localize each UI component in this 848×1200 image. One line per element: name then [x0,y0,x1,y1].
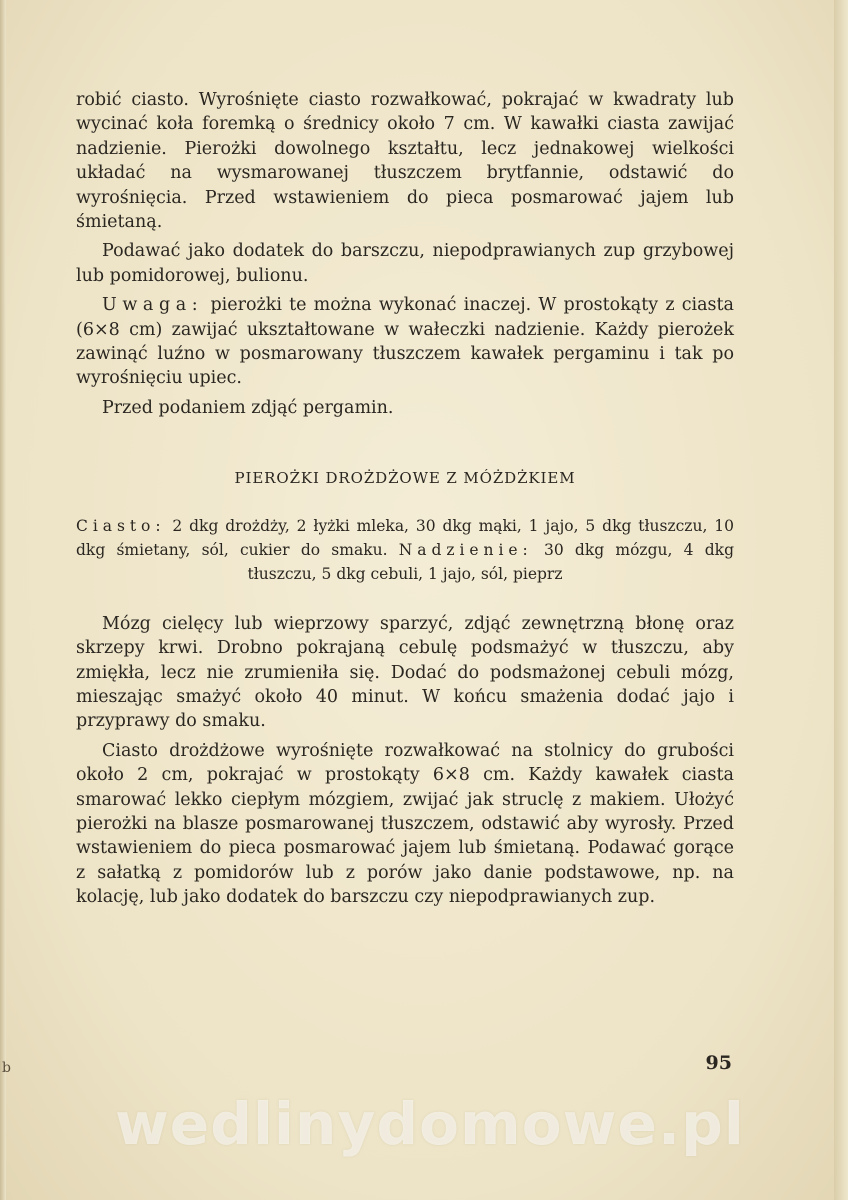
filling-ingredients: 30 dkg mózgu, 4 dkg tłuszczu, 5 dkg cebuli, 1 jajo, sól, pieprz [247,540,734,583]
recipe-paragraph-2: Ciasto drożdżowe wyrośnięte rozwałkować na stolnicy do grubości około 2 cm, pokrajać w prostokąty 6×8 cm. Każdy kawałek ciasta smarować lekko ciepłym mózgiem, zwijać jak struclę z makiem. Ułożyć pierożki na blasze posmarowanej tłuszczem, odstawić aby wyrosły. Przed wstawieniem do pieca posmarować jajem lub śmietaną. Podawać gorące z sałatką z pomidorów lub z porów jako danie podstawowe, np. na kolację, lub jako dodatek do barszczu czy niepodprawianych zup. [76,740,734,908]
intro-paragraph-4: Przed podaniem zdjąć pergamin. [102,397,394,418]
page-right-edge [834,0,848,1200]
page-text [76,88,734,910]
intro-paragraph-2: Podawać jako dodatek do barszczu, niepodprawianych zup grzybowej lub pomidorowej, bulionu. [76,241,734,286]
filling-label: Nadzienie: [398,540,533,559]
recipe-title: PIEROŻKI DROŻDŻOWE Z MÓŻDŻKIEM [234,469,576,488]
note-label: Uwaga: [102,295,204,316]
page-left-edge [0,0,6,1200]
note-text: pierożki te można wykonać inaczej. W prostokąty z ciasta (6×8 cm) zawijać ukształtowane w wałeczki nadzienie. Każdy pierożek zawinąć luźno w posmarowany tłuszczem kawałek pergaminu i tak po wyrośnięciu upiec. [76,295,734,389]
ingredients-block [76,514,734,586]
dough-ingredients: 2 dkg drożdży, 2 łyżki mleka, 30 dkg mąki, 1 jajo, 5 dkg tłuszczu, 10 dkg śmietany, sól, cukier do smaku. [76,516,734,559]
margin-mark: b [2,1060,11,1076]
recipe-paragraph-1: Mózg cielęcy lub wieprzowy sparzyć, zdjąć zewnętrzną błonę oraz skrzepy krwi. Drobno pokrajaną cebulę podsmażyć w tłuszczu, aby zmiękła, lecz nie zrumieniła się. Dodać do podsmażonej cebuli mózg, mieszając smażyć około 40 minut. W końcu smażenia dodać jajo i przyprawy do smaku. [76,613,734,732]
note-paragraph [76,293,734,391]
page-number: 95 [705,1052,732,1074]
dough-label: Ciasto: [76,516,166,535]
intro-paragraph-1: robić ciasto. Wyrośnięte ciasto rozwałkować, pokrajać w kwadraty lub wycinać koła foremką o średnicy około 7 cm. W kawałki ciasta zawijać nadzienie. Pierożki dowolnego kształtu, lecz jednakowej wielkości układać na wysmarowanej tłuszczem brytfannie, odstawić do wyrośnięcia. Przed wstawieniem do pieca posmarować jajem lub śmietaną. [76,90,734,233]
watermark: wedlinydomowe.pl [115,1090,745,1158]
